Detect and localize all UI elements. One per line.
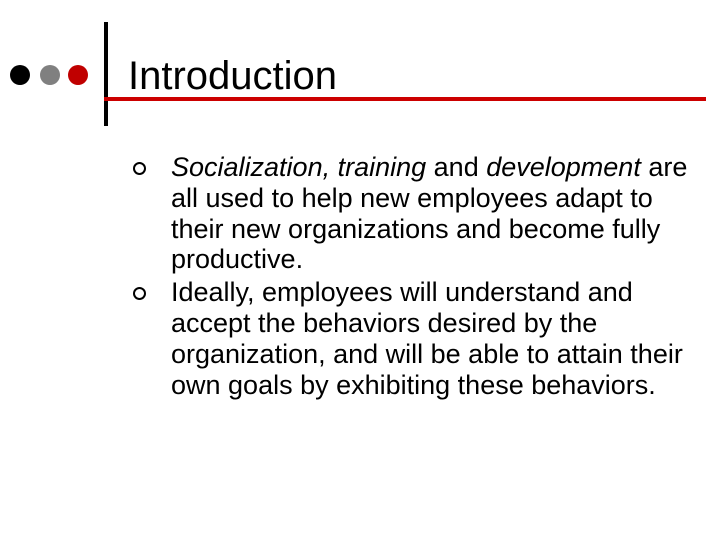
hollow-circle-bullet-icon (133, 162, 146, 175)
bullet-text: and (426, 152, 487, 182)
slide-title: Introduction (128, 54, 338, 98)
gray-dot-icon (40, 65, 60, 85)
italic-text: development (486, 152, 641, 182)
bullet-list (133, 152, 693, 402)
red-dot-icon (68, 65, 88, 85)
hollow-circle-bullet-icon (133, 287, 146, 300)
bullet-text: Ideally, employees will understand and accept the behaviors desired by the organization, and will be able to attain their own goals by exhibiting these behaviors. (171, 277, 683, 400)
bullet-text: are all used to help new employees adapt to their new organizations and become fully productive. (171, 152, 688, 275)
italic-text: Socialization, training (171, 152, 427, 182)
bullet-item (133, 152, 693, 275)
black-dot-icon (10, 65, 30, 85)
title-vertical-rule (104, 22, 108, 126)
bullet-item (133, 277, 693, 400)
